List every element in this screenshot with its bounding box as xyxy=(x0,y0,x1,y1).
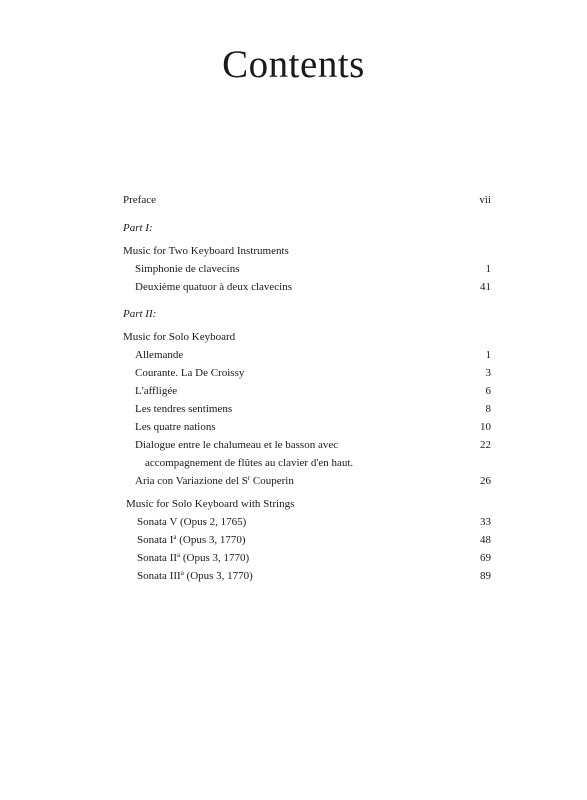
toc-entry: Les quatre nations xyxy=(135,421,216,433)
toc-entry: Sonata V (Opus 2, 1765) xyxy=(137,516,247,528)
toc-entry xyxy=(137,551,249,565)
section-heading-two-keyboards: Music for Two Keyboard Instruments xyxy=(123,245,289,257)
toc-entry: Simphonie de clavecins xyxy=(135,263,240,275)
toc-entry-text: Sonata II xyxy=(137,552,178,564)
part-heading-2: Part II: xyxy=(123,308,157,320)
section-heading-with-strings: Music for Solo Keyboard with Strings xyxy=(126,498,295,510)
toc-page: 6 xyxy=(485,385,491,397)
toc-entry: Allemande xyxy=(135,349,184,361)
toc-entry-superscript: r xyxy=(247,474,251,482)
toc-entry: Courante. La De Croissy xyxy=(135,367,245,379)
toc-entry-superscript: a xyxy=(173,533,177,541)
toc-page: 33 xyxy=(480,516,491,528)
toc-entry-text: Aria con Variazione del S xyxy=(135,475,248,487)
toc-entry xyxy=(137,569,253,583)
toc-entry-superscript: a xyxy=(177,551,181,559)
toc-page-preface: vii xyxy=(479,194,491,206)
toc-page: 41 xyxy=(480,281,491,293)
toc-page: 10 xyxy=(480,421,491,433)
toc-entry: Deuxième quatuor à deux clavecins xyxy=(135,281,292,293)
toc-page: 1 xyxy=(485,263,491,275)
toc-entry xyxy=(135,474,294,488)
toc-entry-preface: Preface xyxy=(123,194,156,206)
toc-entry-text: (Opus 3, 1770) xyxy=(183,570,253,582)
toc-entry-superscript: a xyxy=(180,569,184,577)
toc-entry: Les tendres sentimens xyxy=(135,403,233,415)
toc-page: 22 xyxy=(480,439,491,451)
section-heading-solo-keyboard: Music for Solo Keyboard xyxy=(123,331,236,343)
toc-page: 69 xyxy=(480,552,491,564)
page-title: Contents xyxy=(222,43,365,86)
toc-entry-text: (Opus 3, 1770) xyxy=(176,534,246,546)
toc-page: 1 xyxy=(485,349,491,361)
part-heading-1: Part I: xyxy=(123,222,153,234)
toc-page: 8 xyxy=(485,403,491,415)
toc-entry-text: Couperin xyxy=(250,475,294,487)
toc-entry-continuation: accompagnement de flûtes au clavier d'en haut. xyxy=(145,457,354,469)
toc-entry-text: Sonata I xyxy=(137,534,174,546)
toc-page: 48 xyxy=(480,534,491,546)
toc-entry-text: (Opus 3, 1770) xyxy=(180,552,250,564)
toc-entry: L'affligée xyxy=(135,385,178,397)
toc-entry-text: Sonata III xyxy=(137,570,181,582)
toc-page: 3 xyxy=(485,367,491,379)
toc-entry xyxy=(137,533,246,547)
toc-page: 26 xyxy=(480,475,491,487)
toc-page: 89 xyxy=(480,570,491,582)
toc-entry: Dialogue entre le chalumeau et le basson avec xyxy=(135,439,339,451)
